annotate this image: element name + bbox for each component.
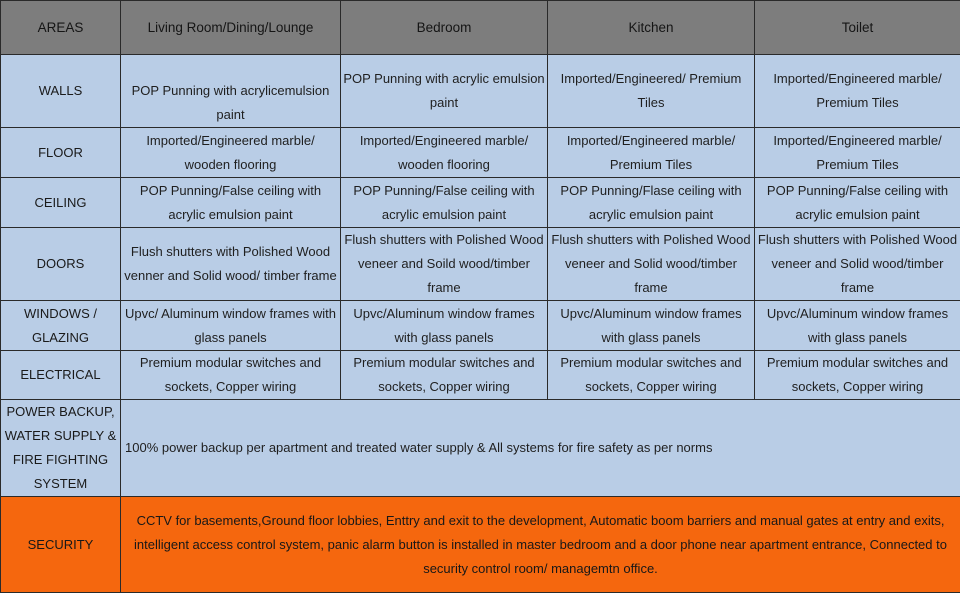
doors-toilet-cell: Flush shutters with Polished Wood veneer and Solid wood/timber frame — [755, 228, 960, 301]
electrical-kitchen-cell: Premium modular switches and sockets, Copper wiring — [548, 351, 755, 400]
area-label: SECURITY — [1, 497, 121, 593]
row-power-backup — [1, 400, 960, 497]
security-description: CCTV for basements,Ground floor lobbies, Enttry and exit to the development, Automatic boom barriers and manual gates at entry and exits, intelligent access control system, panic alarm button is installed in master bedroom and a door phone near apartment entrance, Connected to security control room/ managemtn office. — [121, 497, 960, 593]
doors-kitchen-cell: Flush shutters with Polished Wood veneer and Solid wood/timber frame — [548, 228, 755, 301]
ceiling-living-cell: POP Punning/False ceiling with acrylic emulsion paint — [121, 178, 341, 228]
header-areas: AREAS — [1, 1, 121, 55]
row-doors — [1, 228, 960, 301]
power-backup-description: 100% power backup per apartment and treated water supply & All systems for fire safety as per norms — [121, 400, 960, 497]
ceiling-toilet-cell: POP Punning/False ceiling with acrylic emulsion paint — [755, 178, 960, 228]
area-label: WINDOWS / GLAZING — [1, 301, 121, 351]
area-label: FLOOR — [1, 128, 121, 178]
header-living-room: Living Room/Dining/Lounge — [121, 1, 341, 55]
ceiling-kitchen-cell: POP Punning/Flase ceiling with acrylic emulsion paint — [548, 178, 755, 228]
row-windows — [1, 301, 960, 351]
windows-toilet-cell: Upvc/Aluminum window frames with glass panels — [755, 301, 960, 351]
walls-toilet-cell: Imported/Engineered marble/ Premium Tiles — [755, 55, 960, 128]
cell-text: POP Punning with acrylicemulsion paint — [123, 55, 338, 127]
row-floor — [1, 128, 960, 178]
area-label: WALLS — [1, 55, 121, 128]
doors-bedroom-cell: Flush shutters with Polished Wood veneer and Soild wood/timber frame — [341, 228, 548, 301]
area-label: CEILING — [1, 178, 121, 228]
windows-kitchen-cell: Upvc/Aluminum window frames with glass panels — [548, 301, 755, 351]
floor-bedroom-cell: Imported/Engineered marble/ wooden flooring — [341, 128, 548, 178]
floor-living-cell: Imported/Engineered marble/ wooden flooring — [121, 128, 341, 178]
area-label: ELECTRICAL — [1, 351, 121, 400]
windows-bedroom-cell: Upvc/Aluminum window frames with glass panels — [341, 301, 548, 351]
area-label: DOORS — [1, 228, 121, 301]
doors-living-cell: Flush shutters with Polished Wood venner and Solid wood/ timber frame — [121, 228, 341, 301]
header-bedroom: Bedroom — [341, 1, 548, 55]
area-label: POWER BACKUP, WATER SUPPLY & FIRE FIGHTING SYSTEM — [1, 400, 121, 497]
electrical-living-cell: Premium modular switches and sockets, Copper wiring — [121, 351, 341, 400]
floor-toilet-cell: Imported/Engineered marble/ Premium Tiles — [755, 128, 960, 178]
ceiling-bedroom-cell: POP Punning/False ceiling with acrylic emulsion paint — [341, 178, 548, 228]
walls-living-cell — [121, 55, 341, 128]
windows-living-cell: Upvc/ Aluminum window frames with glass panels — [121, 301, 341, 351]
row-electrical — [1, 351, 960, 400]
header-row — [1, 1, 960, 55]
header-kitchen: Kitchen — [548, 1, 755, 55]
electrical-toilet-cell: Premium modular switches and sockets, Copper wiring — [755, 351, 960, 400]
electrical-bedroom-cell: Premium modular switches and sockets, Copper wiring — [341, 351, 548, 400]
row-walls — [1, 55, 960, 128]
row-ceiling — [1, 178, 960, 228]
header-toilet: Toilet — [755, 1, 960, 55]
walls-bedroom-cell: POP Punning with acrylic emulsion paint — [341, 55, 548, 128]
floor-kitchen-cell: Imported/Engineered marble/ Premium Tiles — [548, 128, 755, 178]
walls-kitchen-cell: Imported/Engineered/ Premium Tiles — [548, 55, 755, 128]
